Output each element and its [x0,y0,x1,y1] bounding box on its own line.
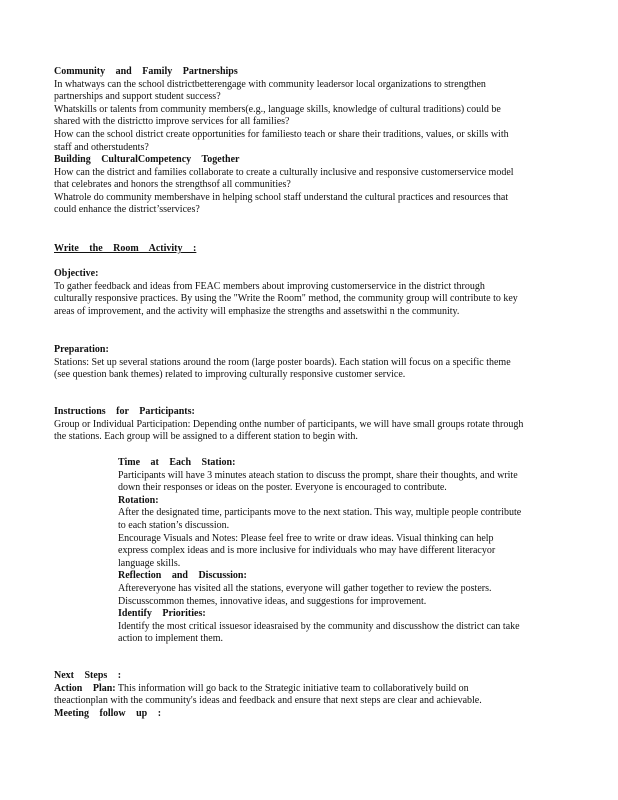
objective-section [54,268,524,318]
action-plan-label: Action Plan: [54,682,116,694]
steps-list [118,457,526,646]
preparation-heading: Preparation: [54,344,109,355]
activity-title: Write the Room Activity : [54,243,197,254]
step-heading-time: Time at Each Station: [118,457,236,468]
step-text-reflection: Aftereveryone has visited all the stations, everyone will gather together to review the posters. Discusscommon themes, innovative ideas, and suggestions for improvement. [118,582,492,607]
objective-heading: Objective: [54,268,99,279]
community-partnerships-heading: Community and Family Partnerships [54,66,238,77]
step-text-time: Participants will have 3 minutes ateach station to discuss the prompt, share their thoughts, and write down their responses or ideas on the poster. Everyone is encouraged to contribute. [118,469,518,494]
preparation-section [54,344,524,382]
meeting-follow-up-heading: Meeting follow up : [54,707,162,719]
instructions-text: Group or Individual Participation: Depending onthe number of participants, we will have small groups rotate through the stations. Each group will be assigned to a different station to begin with. [54,418,524,443]
next-steps-section [54,670,524,720]
instructions-heading: Instructions for Participants: [54,406,195,417]
step-text-visuals: Encourage Visuals and Notes: Please feel free to write or draw ideas. Visual thinking can help express complex ideas and is more inclusive for individuals who may have different literacyor language skills. [118,532,496,569]
activity-title-block [54,243,524,256]
action-plan-paragraph [54,683,524,708]
community-partnerships-section [54,66,524,154]
cultural-competency-heading: Building CulturalCompetency Together [54,154,240,165]
community-question-3: How can the school district create opportunities for familiesto teach or share their traditions, values, or skills with staff and otherstudents? [54,128,509,153]
step-heading-reflection: Reflection and Discussion: [118,570,247,582]
step-text-priorities: Identify the most critical issuesor ideasraised by the community and discusshow the district can take action to implement them. [118,620,520,645]
cultural-competency-section [54,154,524,217]
cultural-question-1: How can the district and families collaborate to create a culturally inclusive and responsive customerservice model that celebrates and honors the strengthsof all communities? [54,166,514,191]
instructions-section [54,406,524,444]
action-plan-text: This information will go back to the Strategic initiative team to collaboratively build on theactionplan with the community's ideas and feedback and ensure that next steps are clear and achievable. [54,682,482,707]
step-heading-priorities: Identify Priorities: [118,608,206,620]
objective-text: To gather feedback and ideas from FEAC members about improving customerservice in the district through culturally responsive practices. By using the "Write the Room" method, the community group will contribute to key areas of improvement, and the activity will emphasize the strengths and assetswithi n the community. [54,280,518,317]
step-text-rotation: After the designated time, participants move to the next station. This way, multiple people contribute to each station’s discussion. [118,507,522,531]
community-question-1: In whatways can the school districtbetterengage with community leadersor local organizations to strengthen partnerships and support student success? [54,78,486,103]
cultural-question-2: Whatrole do community membershave in helping school staff understand the cultural practices and resources that could enhance the district’sservices? [54,191,509,216]
step-heading-rotation: Rotation: [118,494,159,506]
preparation-text: Stations: Set up several stations around the room (large poster boards). Each station will focus on a specific theme (see question bank themes) related to improving culturally responsive customer service. [54,356,511,381]
community-question-2: Whatskills or talents from community members(e.g., language skills, knowledge of cultural traditions) could be shared with the districtto improve services for all families? [54,103,501,128]
next-steps-heading: Next Steps : [54,670,122,681]
